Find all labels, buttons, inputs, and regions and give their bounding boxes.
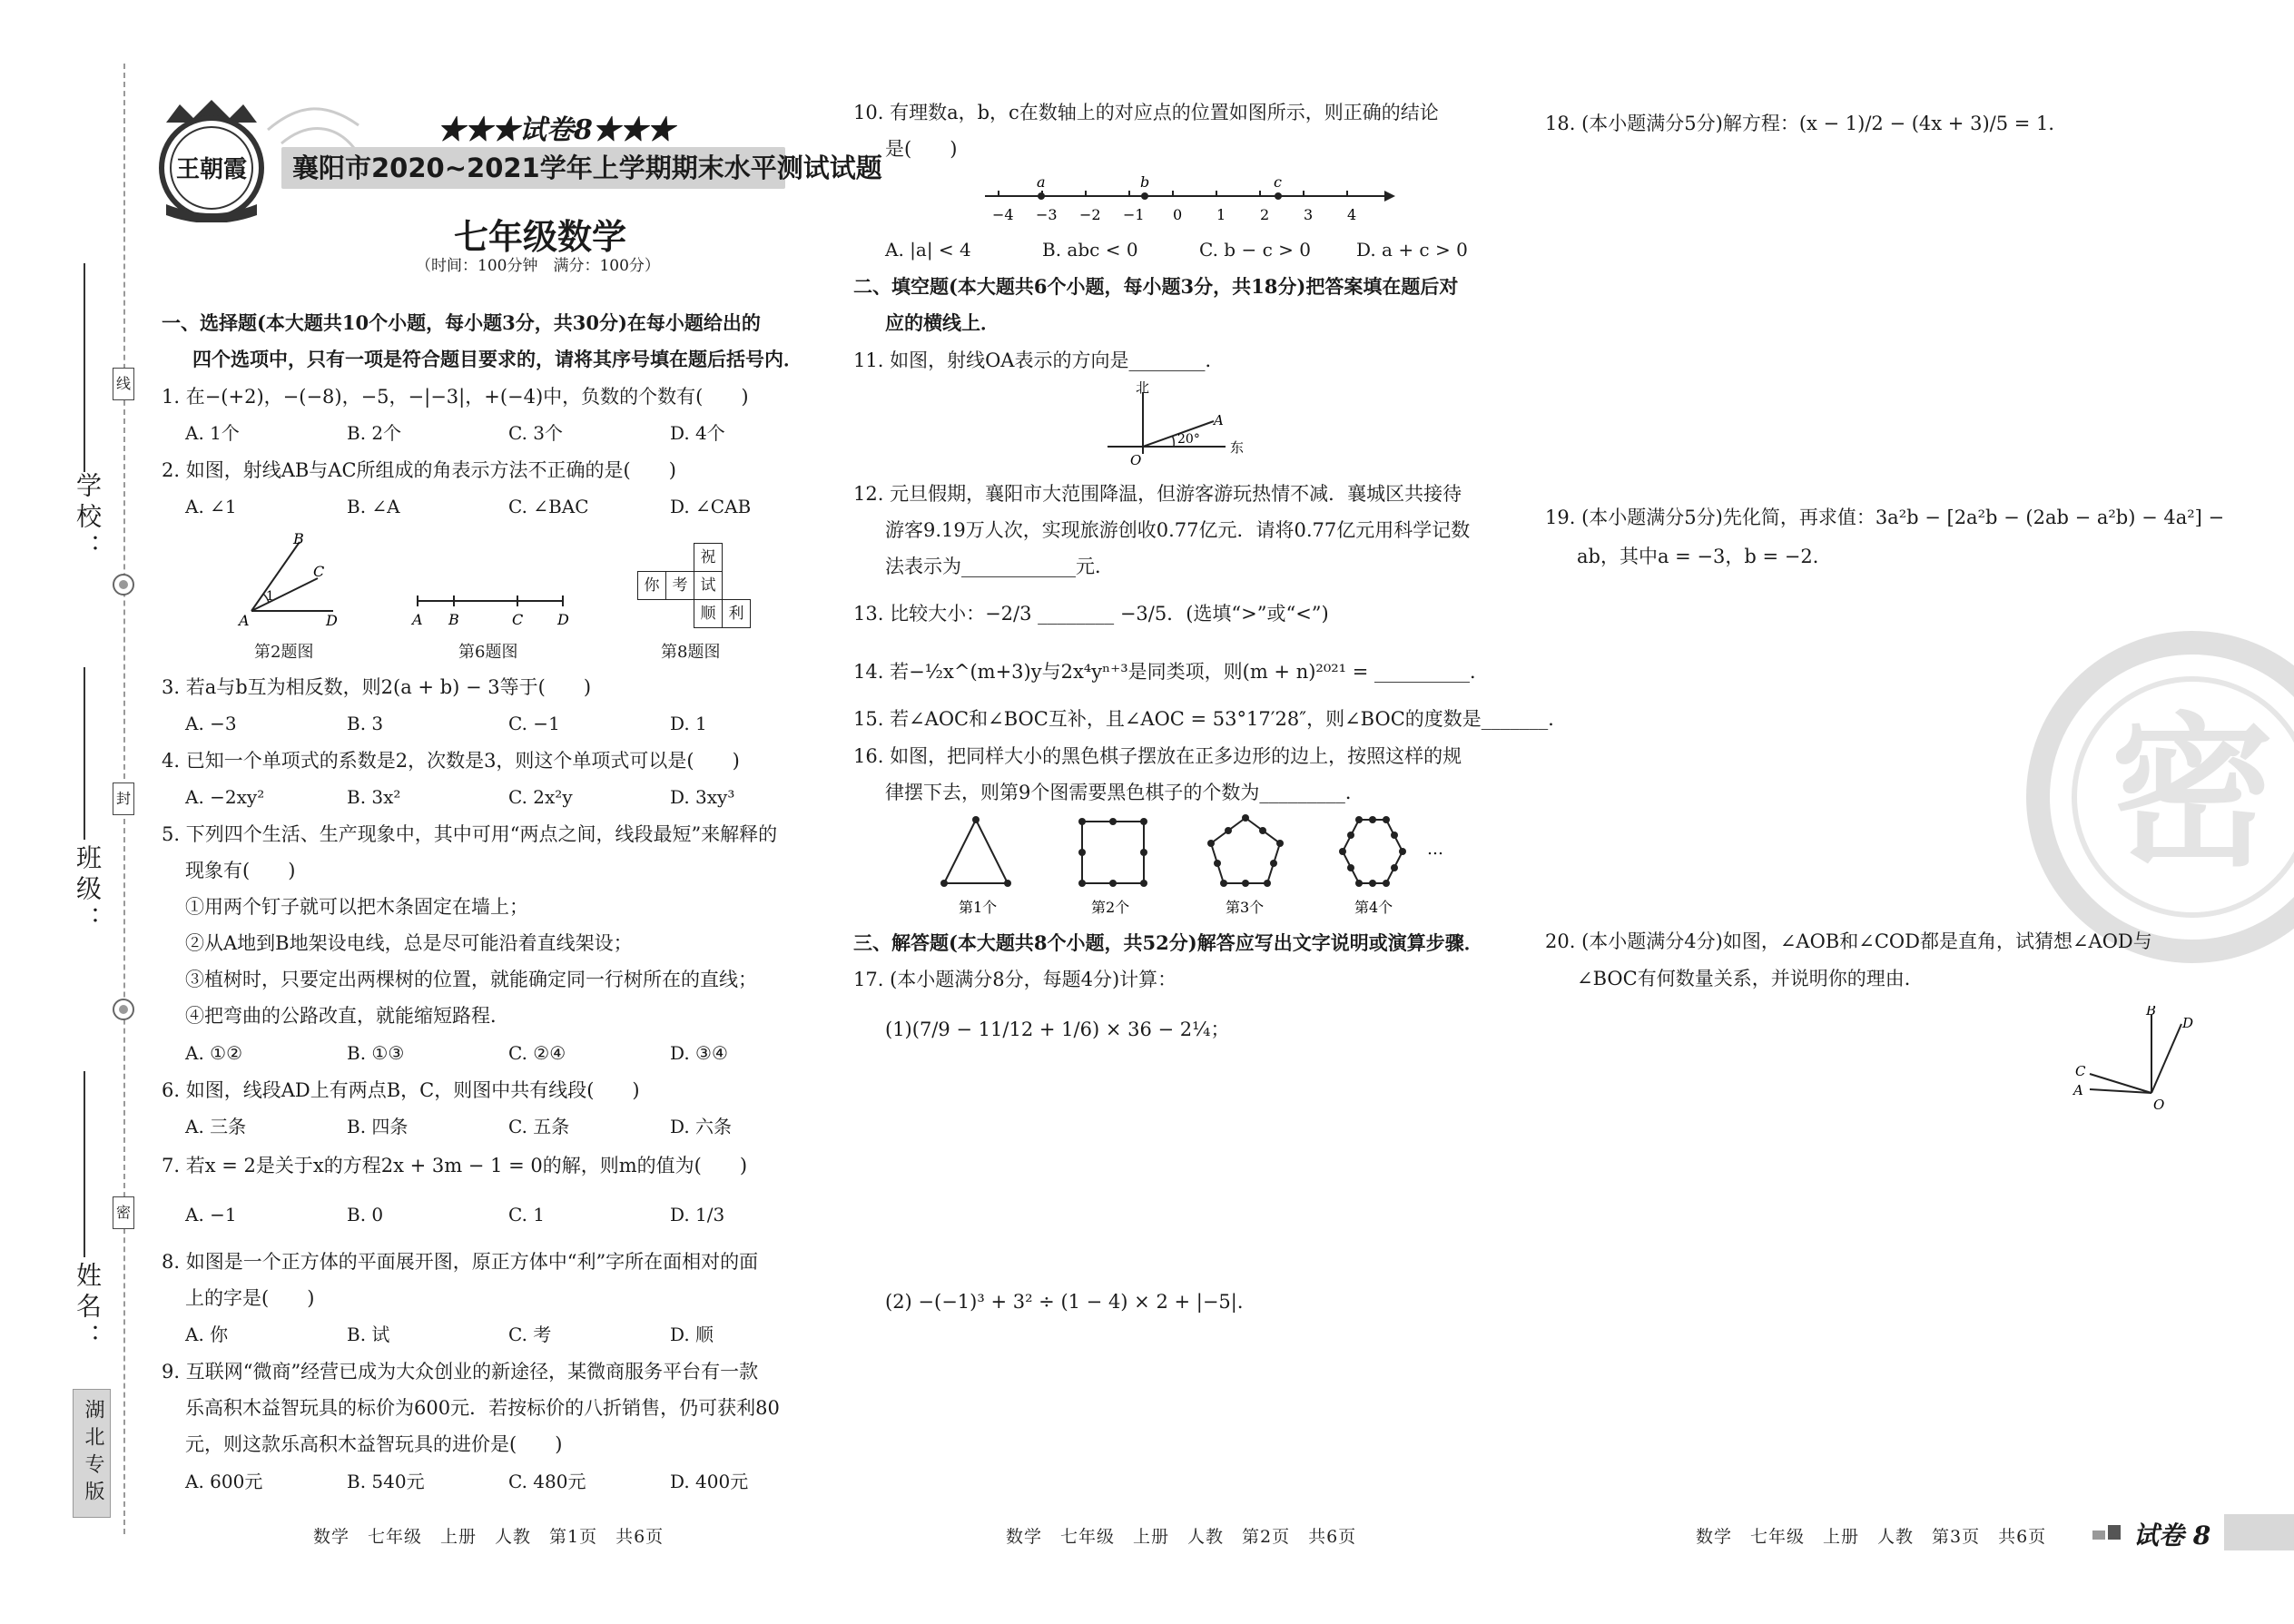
cube-face: 利 [722,599,751,628]
pattern-label-4: 第4个 [1354,899,1393,916]
fig6-label-d: D [557,611,569,628]
q1-option-b[interactable]: B. 2个 [347,422,402,444]
section2-heading-cont: 应的横线上． [885,311,999,334]
q8-stem: 8. 如图是一个正方体的平面展开图，原正方体中“利”字所在面相对的面 [162,1251,759,1273]
q6-option-a[interactable]: A. 三条 [185,1116,247,1137]
section1-heading: 一、选择题(本大题共10个小题，每小题3分，共30分)在每小题给出的 [162,311,761,334]
q5-item-2: ②从A地到B地架设电线，总是尽可能沿着直线架设； [185,932,633,954]
cube-face: 顺 [694,599,723,628]
fig11-label-north: 北 [1136,381,1150,396]
fig6-label-c: C [512,611,524,628]
q9-options [185,1463,832,1500]
q1-option-a[interactable]: A. 1个 [185,422,240,444]
q17-stem: 17. (本小题满分8分，每题4分)计算： [853,969,1177,990]
fig20-label-a: A [2073,1082,2083,1098]
edition-badge: 湖北专版 [73,1389,111,1518]
q17-part2: (2) −(−1)³ + 3² ÷ (1 − 4) × 2 + |−5|． [885,1291,1256,1313]
q3-option-b[interactable]: B. 3 [347,713,384,734]
q2-option-a[interactable]: A. ∠1 [185,496,237,517]
q9-stem-cont2: 元，则这款乐高积木益智玩具的进价是( ) [185,1433,563,1455]
q19-stem: 19. (本小题满分5分)先化简，再求值：3a²b − [2a²b − (2ab − a²b) − 4a²] − [1545,507,2225,528]
q14-stem: 14. 若−½x^(m+3)y与2x⁴yⁿ⁺³是同类项，则(m + n)²⁰²¹ = __________． [853,661,1490,683]
q15-stem: 15. 若∠AOC和∠BOC互补，且∠AOC = 53°17′28″，则∠BOC的度数是_______． [853,708,1568,730]
q5-stem: 5. 下列四个生活、生产现象中，其中可用“两点之间，线段最短”来解释的 [162,823,778,845]
axis-tick-label: −1 [1123,206,1145,223]
q11-direction-figure [1103,381,1257,472]
fig20-label-o: O [2153,1097,2165,1113]
q10-option-b[interactable]: B. abc < 0 [1042,239,1138,261]
q10-number-line [980,171,1398,225]
banner-title: 襄阳市2020~2021学年上学期期末水平测试试题 [292,153,882,183]
section1-heading-cont: 四个选项中，只有一项是符合题目要求的，请将其序号填在题后括号内． [192,348,802,370]
footer-decor [2108,1525,2121,1540]
binding-hole-icon [111,572,136,597]
q16-stem-cont: 律摆下去，则第9个图需要黑色棋子的个数为_________． [885,782,1364,803]
q2-angle-figure [231,531,350,631]
fig11-label-east: 东 [1230,439,1245,456]
q5-option-c[interactable]: C. ②④ [508,1042,566,1064]
q2-option-b[interactable]: B. ∠A [347,496,400,517]
q19-stem-cont: ab，其中a = −3，b = −2． [1577,546,1832,567]
q5-item-4: ④把弯曲的公路改直，就能缩短路程． [185,1005,509,1027]
q5-option-d[interactable]: D. ③④ [670,1042,728,1064]
fig6-label-a: A [412,611,423,628]
q12-stem: 12. 元旦假期，襄阳市大范围降温，但游客游玩热情不减．襄城区共接待 [853,483,1462,505]
q16-stem: 16. 如图，把同样大小的黑色棋子摆放在正多边形的边上，按照这样的规 [853,745,1462,767]
q6-option-b[interactable]: B. 四条 [347,1116,409,1137]
page-footer-3: 数学 七年级 上册 人教 第3页 共6页 [1696,1527,2047,1547]
fig2-caption: 第2题图 [254,643,314,662]
q7-stem: 7. 若x = 2是关于x的方程2x + 3m − 1 = 0的解，则m的值为( ) [162,1155,748,1176]
q9-option-a[interactable]: A. 600元 [185,1471,263,1492]
exam-time-note: （时间：100分钟 满分：100分） [416,257,660,275]
q9-option-b[interactable]: B. 540元 [347,1471,425,1492]
fig2-label-d: D [326,612,338,629]
binding-hole-icon [111,997,136,1022]
fig20-label-b: B [2146,1006,2157,1019]
footer-decor [2092,1530,2105,1540]
q4-stem: 4. 已知一个单项式的系数是2，次数是3，则这个单项式可以是( ) [162,750,740,772]
q5-stem-cont: 现象有( ) [185,860,296,881]
section2-heading: 二、填空题(本大题共6个小题，每小题3分，共18分)把答案填在题后对 [853,275,1459,298]
q10-options [885,231,1513,268]
q2-options [185,488,832,525]
line-mark-mi: 密 [113,1196,134,1229]
q8-stem-cont: 上的字是( ) [185,1287,315,1309]
q12-stem-cont: 游客9.19万人次，实现旅游创收0.77亿元．请将0.77亿元用科学记数 [885,519,1471,541]
q10-option-d[interactable]: D. a + c > 0 [1356,239,1468,261]
q4-options [185,779,832,815]
q9-option-d[interactable]: D. 400元 [670,1471,749,1492]
pattern-label-1: 第1个 [959,899,998,916]
point-label-b: b [1140,173,1150,191]
fig20-label-d: D [2182,1015,2194,1031]
q3-option-d[interactable]: D. 1 [670,713,707,734]
axis-tick-label: 2 [1260,206,1270,223]
axis-tick-label: −4 [992,206,1014,223]
q2-option-d[interactable]: D. ∠CAB [670,496,752,517]
q10-stem-cont: 是( ) [885,138,958,160]
q9-stem: 9. 互联网“微商”经营已成为大众创业的新途径，某微商服务平台有一款 [162,1361,759,1383]
q7-option-b[interactable]: B. 0 [347,1204,384,1225]
fig11-label-o: O [1130,452,1142,468]
q4-option-d[interactable]: D. 3xy³ [670,786,735,808]
class-field [67,667,103,958]
school-field [67,263,103,590]
q3-options [185,705,832,742]
q6-options [185,1108,832,1145]
q10-stem: 10. 有理数a，b，c在数轴上的对应点的位置如图所示，则正确的结论 [853,102,1439,123]
q8-option-c[interactable]: C. 考 [508,1324,552,1345]
q11-stem: 11. 如图，射线OA表示的方向是________． [853,349,1225,371]
axis-tick-label: 0 [1173,206,1183,223]
q7-option-d[interactable]: D. 1/3 [670,1204,725,1225]
q2-option-c[interactable]: C. ∠BAC [508,496,589,517]
q1-options [185,415,832,451]
watermark-seal-icon [2020,625,2294,969]
q1-option-d[interactable]: D. 4个 [670,422,725,444]
class-label: 班级： [73,844,103,937]
q5-item-3: ③植树时，只要定出两棵树的位置，就能确定同一行树所在的直线； [185,969,757,990]
line-mark-feng: 封 [113,782,134,815]
q13-stem: 13. 比较大小：−2/3 ________ −3/5．(选填“>”或“<”) [853,603,1329,625]
name-field [67,1071,103,1354]
axis-tick-label: −3 [1036,206,1058,223]
name-label: 姓名： [73,1262,103,1354]
footer-badge: 试卷 8 [2133,1521,2211,1550]
q20-angle-figure [2070,1006,2197,1115]
q6-option-c[interactable]: C. 五条 [508,1116,570,1137]
q20-stem-cont: ∠BOC有何数量关系，并说明你的理由． [1577,968,1924,989]
pattern-label-3: 第3个 [1226,899,1265,916]
q6-stem: 6. 如图，线段AD上有两点B，C，则图中共有线段( ) [162,1079,640,1101]
q10-option-a[interactable]: A. |a| < 4 [885,239,971,261]
pattern-ellipsis: … [1427,840,1443,859]
cube-face: 考 [665,571,694,600]
q12-stem-cont2: 法表示为____________元． [885,556,1114,577]
axis-tick-label: 1 [1216,206,1226,223]
cube-face: 你 [637,571,666,600]
point-label-c: c [1274,173,1282,191]
page-footer-1: 数学 七年级 上册 人教 第1页 共6页 [313,1527,665,1547]
axis-tick-label: −2 [1079,206,1101,223]
q5-option-a[interactable]: A. ①② [185,1042,243,1064]
cube-face: 祝 [694,543,723,572]
q17-part1: (1)(7/9 − 11/12 + 1/6) × 36 − 2¼； [885,1019,1230,1040]
q8-option-d[interactable]: D. 顺 [670,1324,714,1345]
q7-option-c[interactable]: C. 1 [508,1204,546,1225]
page-title: 七年级数学 [454,217,627,257]
school-label: 学校： [73,472,103,565]
axis-tick-label: 3 [1304,206,1314,223]
q3-option-a[interactable]: A. −3 [185,713,237,734]
exam-series-title: ★★★试卷8★★★ [438,114,674,146]
q3-option-c[interactable]: C. −1 [508,713,560,734]
brand-logo-text: 王朝霞 [175,156,247,183]
q5-options [185,1035,832,1071]
section3-heading: 三、解答题(本大题共8个小题，共52分)解答应写出文字说明或演算步骤． [853,931,1483,954]
fig11-label-a: A [1214,412,1224,428]
q8-cube-net [635,543,753,632]
q4-option-c[interactable]: C. 2x²y [508,786,573,808]
fig2-label-c: C [313,563,325,580]
q1-option-c[interactable]: C. 3个 [508,422,564,444]
q6-option-d[interactable]: D. 六条 [670,1116,733,1137]
q16-chess-pattern-figure [926,811,1471,920]
line-mark-xian: 线 [113,368,134,400]
q9-option-c[interactable]: C. 480元 [508,1471,586,1492]
fig2-label-b: B [293,531,304,547]
q1-stem: 1. 在−(+2)，−(−8)，−5，−|−3|，+(−4)中，负数的个数有( ) [162,386,749,408]
q3-stem: 3. 若a与b互为相反数，则2(a + b) − 3等于( ) [162,676,592,698]
q6-segment-figure [409,588,572,630]
fig6-label-b: B [448,611,459,628]
q4-option-b[interactable]: B. 3x² [347,786,401,808]
fig11-label-angle: 20° [1177,432,1200,447]
fig2-label-a: A [239,612,250,629]
page-footer-2: 数学 七年级 上册 人教 第2页 共6页 [1006,1527,1357,1547]
q7-option-a[interactable]: A. −1 [185,1204,237,1225]
watermark-char: 密 [2110,697,2275,889]
q8-option-a[interactable]: A. 你 [185,1324,229,1345]
axis-tick-label: 4 [1347,206,1357,223]
fig6-caption: 第6题图 [458,643,518,662]
cube-face: 试 [694,571,723,600]
q7-options [185,1196,832,1233]
q2-stem: 2. 如图，射线AB与AC所组成的角表示方法不正确的是( ) [162,459,676,481]
fig2-label-1: 1 [266,589,274,604]
q20-stem: 20. (本小题满分4分)如图，∠AOB和∠COD都是直角，试猜想∠AOD与 [1545,930,2152,952]
q5-option-b[interactable]: B. ①③ [347,1042,405,1064]
point-label-a: a [1037,173,1046,191]
q5-item-1: ①用两个钉子就可以把木条固定在墙上； [185,896,528,918]
fig8-caption: 第8题图 [661,643,721,662]
q8-option-b[interactable]: B. 试 [347,1324,390,1345]
q10-option-c[interactable]: C. b − c > 0 [1199,239,1311,261]
q4-option-a[interactable]: A. −2xy² [185,786,265,808]
q8-options [185,1316,832,1353]
q18-stem: 18. (本小题满分5分)解方程：(x − 1)/2 − (4x + 3)/5 = 1． [1545,113,2068,134]
q9-stem-cont: 乐高积木益智玩具的标价为600元．若按标价的八折销售，仍可获利80 [185,1397,780,1419]
fig20-label-c: C [2075,1063,2086,1079]
footer-badge-bg [2224,1514,2294,1550]
pattern-label-2: 第2个 [1091,899,1130,916]
